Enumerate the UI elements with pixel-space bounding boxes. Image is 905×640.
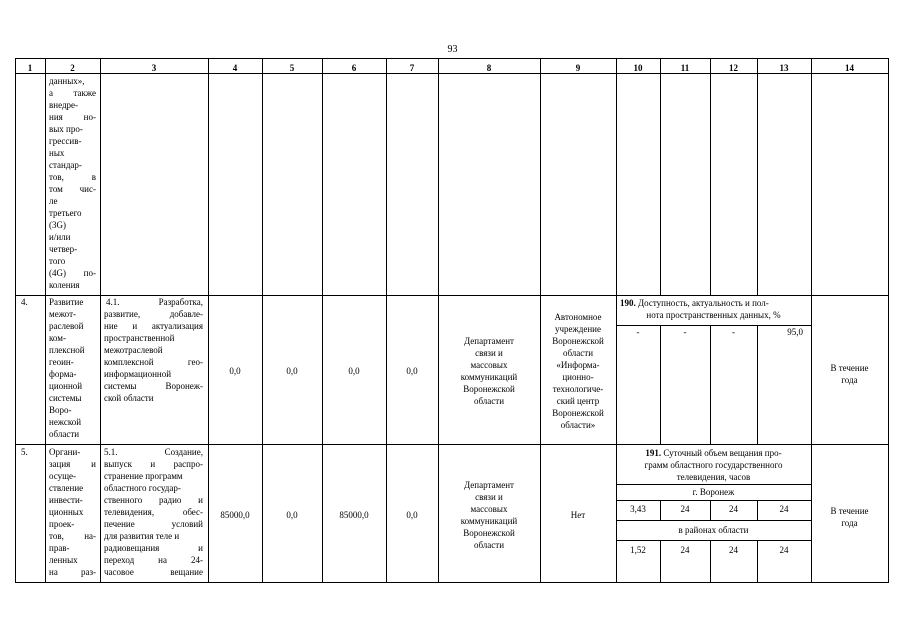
cell-text: прав- [49, 543, 70, 553]
row5-col6-value: 85000,0 [339, 510, 369, 520]
cell-text: тов, в [49, 172, 96, 182]
cell-text: области [562, 348, 594, 358]
header-col-5: 5 [289, 63, 295, 73]
cell-text: ние и актуализация [104, 321, 203, 331]
page-number: 93 [447, 44, 458, 55]
col-divider [208, 58, 209, 583]
row4-term-line2: года [841, 375, 858, 385]
border-right [888, 58, 889, 583]
cell-text: учреждение [555, 324, 601, 334]
sub-row-a-underline [616, 520, 811, 521]
row5a-col13-value: 24 [779, 504, 789, 514]
col-divider [45, 58, 46, 583]
cell-text: массовых [470, 504, 508, 514]
header-col-11: 11 [680, 63, 690, 73]
sub-col-divider [757, 325, 758, 445]
cell-text: ком- [49, 333, 66, 343]
cell-text: геоин- [49, 357, 74, 367]
cell-text: ственного радио и [104, 495, 203, 505]
row4-col12-value: - [732, 327, 735, 337]
cell-text: технологиче- [552, 384, 604, 394]
cell-text: коления [49, 280, 80, 290]
cell-text: Воронежской [552, 408, 604, 418]
indicator-191-text: Суточный объем вещания про- [663, 448, 782, 458]
sub-col-divider [660, 325, 661, 445]
cell-text: Воронежской [463, 384, 515, 394]
header-col-6: 6 [351, 63, 357, 73]
cell-text: странение программ [104, 471, 183, 481]
header-col-2: 2 [70, 63, 75, 73]
cell-text: 5.1. Создание, [104, 447, 203, 457]
cell-text: области [473, 540, 505, 550]
cell-text: Департамент [464, 336, 514, 346]
row5b-col12-value: 24 [729, 545, 738, 555]
row5b-col10-value: 1,52 [630, 545, 646, 555]
cell-text: четвер- [49, 244, 78, 254]
cell-text: форма- [49, 369, 77, 379]
cell-text: (4G) по- [49, 268, 96, 278]
header-col-10: 10 [633, 63, 643, 73]
cell-text: тов, на- [49, 531, 96, 541]
subheader-voronezh: г. Воронеж [692, 487, 735, 497]
cell-text: том чис- [49, 184, 96, 194]
cell-text: областного государ- [104, 483, 181, 493]
cell-text: межотраслевой [104, 345, 163, 355]
cell-text: Органи- [49, 447, 81, 457]
row5-term-line1: В течение [830, 506, 869, 516]
cell-text: «Информа- [556, 360, 600, 370]
cell-text: области» [560, 420, 596, 430]
row4-col13-value: 95,0 [787, 327, 803, 337]
row4-col7-value: 0,0 [406, 366, 418, 376]
indicator-191-line2: грамм областного государственного [644, 460, 783, 470]
cell-text: системы [49, 393, 82, 403]
row4-col6-value: 0,0 [348, 366, 360, 376]
header-col-13: 13 [779, 63, 789, 73]
cell-text: раслевой [49, 321, 84, 331]
row5-number: 5. [21, 447, 28, 457]
cell-text: области [473, 396, 505, 406]
cell-text: Воро- [49, 405, 72, 415]
cell-text: ле [49, 196, 58, 206]
row5a-col10-value: 3,43 [630, 504, 646, 514]
indicator-190-line1 [620, 298, 769, 309]
subheader-districts: в районах области [678, 525, 749, 535]
row5a-col11-value: 24 [680, 504, 690, 514]
row4-col5-value: 0,0 [286, 366, 298, 376]
cell-text: комплексной гео- [104, 357, 203, 367]
row4-col11-value: - [683, 327, 687, 337]
cell-text: ской области [104, 393, 154, 403]
cell-text: ционной [49, 381, 83, 391]
col-divider [262, 58, 263, 583]
cell-text: плексной [49, 345, 85, 355]
cell-text: развитие, добавле- [104, 309, 203, 319]
header-col-8: 8 [486, 63, 492, 73]
indicator-190-text: Доступность, актуальность и пол- [638, 298, 769, 308]
cell-text: коммуникаций [460, 516, 518, 526]
cell-text: для развития теле и [104, 531, 180, 541]
cell-text: печение условий [104, 519, 203, 529]
cell-text: массовых [470, 360, 508, 370]
cell-text: области [49, 429, 80, 439]
cell-text: Воронежской [463, 528, 515, 538]
cell-text: внедре- [49, 100, 79, 110]
row5-col4-value: 85000,0 [220, 510, 250, 520]
indicator-190-underline [616, 325, 811, 326]
header-col-1: 1 [27, 63, 33, 73]
cell-text: связи и [475, 348, 503, 358]
indicator-191-underline [616, 484, 811, 485]
sub-voronezh-underline [616, 500, 811, 501]
row5-term-line2: года [841, 518, 858, 528]
cell-text: ский центр [556, 396, 600, 406]
header-col-12: 12 [729, 63, 738, 73]
cell-text: системы Воронеж- [104, 381, 203, 391]
header-col-9: 9 [575, 63, 581, 73]
row4-col10-value: - [636, 327, 640, 337]
cell-text: информационной [104, 369, 172, 379]
row5-col5-value: 0,0 [286, 510, 298, 520]
cell-text: переход на 24- [104, 555, 203, 565]
indicator-190-number: 190. [620, 298, 636, 308]
cell-text: нежской [49, 417, 82, 427]
cell-text: данных», [49, 76, 85, 86]
header-col-14: 14 [845, 63, 854, 73]
cell-text: связи и [475, 492, 503, 502]
row5-executor: Нет [570, 510, 586, 520]
cell-text: ствление [49, 483, 84, 493]
cell-text: стандар- [49, 160, 82, 170]
row4-number: 4. [21, 297, 28, 307]
cell-text: осуще- [49, 471, 77, 481]
row5-col7-value: 0,0 [406, 510, 418, 520]
cell-text: пространственной [104, 333, 175, 343]
cell-text: радиовещания и [104, 543, 203, 553]
cell-text: Развитие [49, 297, 84, 307]
header-col-3: 3 [151, 63, 157, 73]
cell-text: инвести- [49, 495, 83, 505]
cell-text: грессив- [49, 136, 82, 146]
sub-col-divider [710, 58, 711, 296]
cell-text: выпуск и распро- [104, 459, 203, 469]
row4-col4-value: 0,0 [229, 366, 241, 376]
row5b-col11-value: 24 [680, 545, 690, 555]
cell-text: ционных [49, 507, 84, 517]
row4-term-line1: В течение [830, 363, 869, 373]
sub-col-divider [710, 325, 711, 445]
sub-col-divider [757, 58, 758, 296]
row5a-col12-value: 24 [729, 504, 738, 514]
cell-text: и/или [49, 232, 71, 242]
cell-text: (3G) [49, 220, 66, 230]
sub-districts-underline [616, 540, 811, 541]
cell-text: Департамент [464, 480, 514, 490]
cell-text: межот- [49, 309, 76, 319]
indicator-191-line1 [616, 448, 811, 459]
cell-text: ленных [49, 555, 78, 565]
col-divider [322, 58, 323, 583]
cell-text: на раз- [49, 567, 96, 577]
cell-text: третьего [49, 208, 82, 218]
sub-col-divider [660, 58, 661, 296]
cell-text: ных [49, 148, 65, 158]
cell-text: проек- [49, 519, 75, 529]
indicator-191-line3: телевидения, часов [676, 472, 751, 482]
cell-text: ционно- [562, 372, 594, 382]
cell-text: а также [49, 88, 96, 98]
cell-text: телевидения, обес- [104, 507, 203, 517]
col-divider [811, 58, 812, 583]
row5b-col13-value: 24 [779, 545, 789, 555]
cell-text: того [49, 256, 66, 266]
header-col-4: 4 [232, 63, 238, 73]
col-divider [100, 58, 101, 583]
col-divider [386, 58, 387, 583]
cell-text: часовое вещание [104, 567, 203, 577]
cell-text: вых про- [49, 124, 83, 134]
border-left [15, 58, 16, 583]
cell-text: коммуникаций [460, 372, 518, 382]
header-col-7: 7 [409, 63, 415, 73]
cell-text: зация и [49, 459, 96, 469]
cell-text: ния но- [49, 112, 96, 122]
indicator-190-line2: нота пространственных данных, % [646, 310, 781, 320]
cell-text: Автономное [554, 312, 602, 322]
cell-text: Воронежской [552, 336, 604, 346]
indicator-191-number: 191. [645, 448, 662, 458]
cell-text: 4.1. Разработка, [106, 297, 203, 307]
